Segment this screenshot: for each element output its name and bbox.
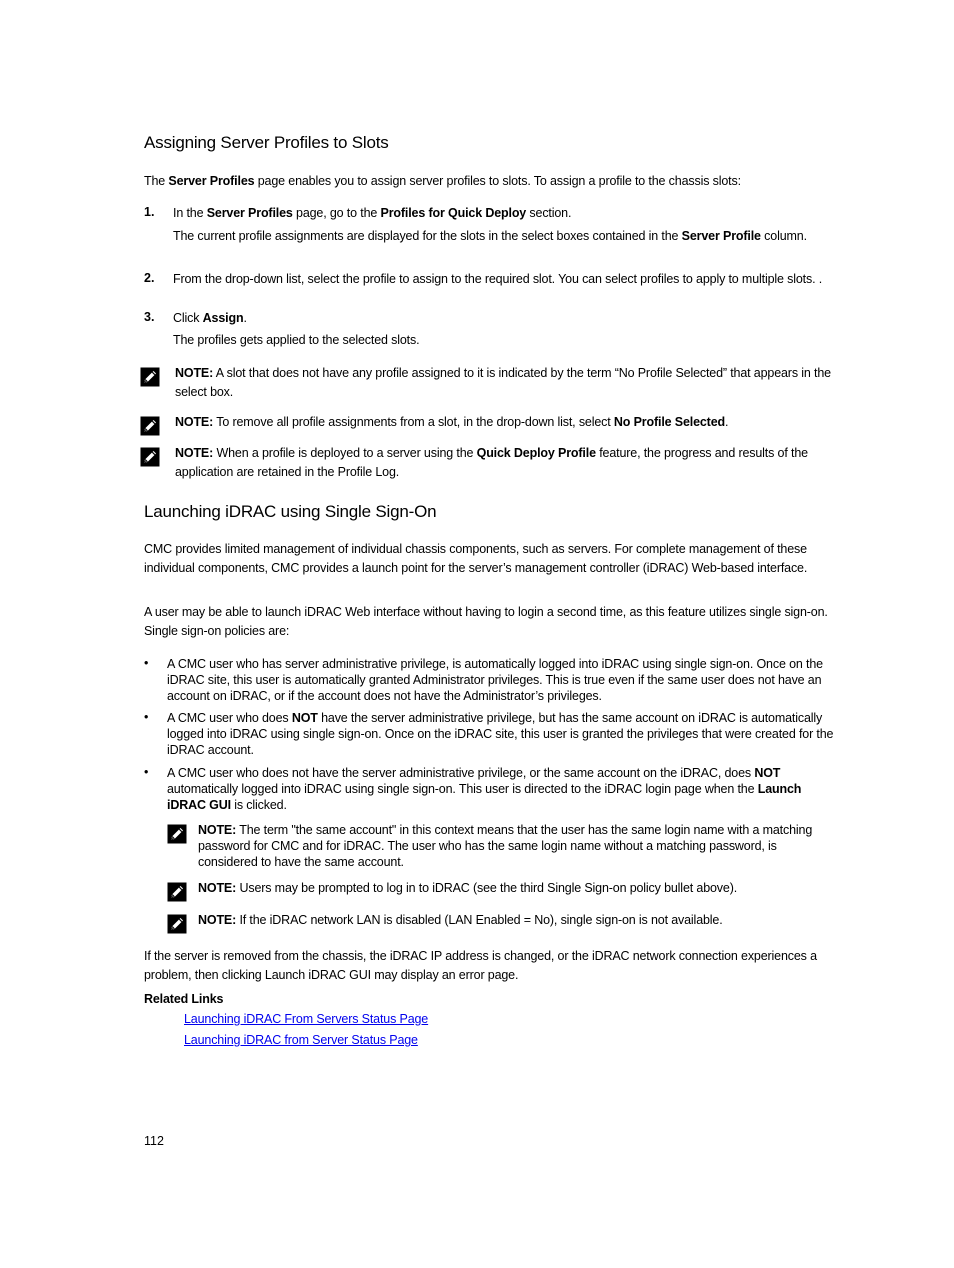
note-remove-assignments: NOTE: To remove all profile assignments from a slot, in the drop-down list, select No Profile Selected. [175,415,729,429]
note-pencil-icon [140,367,160,387]
bullet-marker: • [144,765,149,779]
bullet-policy-1: A CMC user who has server administrative privilege, is automatically logged into iDRAC using single sign-on. Once on the iDRAC site, this user is automatically granted Administrator privileges. This is true even if the same user does not have an account on iDRAC, or if the account does not have the Administrator’s privileges. [167,657,823,703]
step-2-text: From the drop-down list, select the profile to assign to the required slot. You can select profiles to apply to multiple slots. . [173,272,823,286]
bullet-policy-3: A CMC user who does not have the server administrative privilege, or the same account on the iDRAC, does NOT automatically logged into iDRAC using single sign-on. This user is directed to the iDRAC login page when the Launch iDRAC GUI is clicked. [167,766,802,812]
note-pencil-icon [140,416,160,436]
link-server-status-page[interactable]: Launching iDRAC from Server Status Page [184,1033,418,1047]
paragraph-cmc-management: CMC provides limited management of individual chassis components, such as servers. For complete management of these individual components, CMC provides a launch point for the server’s management controller (iDRAC) Web-based interface. [144,542,808,575]
step-3-text: Click Assign. [173,311,247,325]
note-no-profile-selected: NOTE: A slot that does not have any profile assigned to it is indicated by the term “No Profile Selected” that appears in the select box. [175,366,831,399]
intro-paragraph: The Server Profiles page enables you to assign server profiles to slots. To assign a profile to the chassis slots: [144,174,741,188]
note-lan-disabled: NOTE: If the iDRAC network LAN is disabled (LAN Enabled = No), single sign-on is not available. [198,913,723,927]
note-prompted-login: NOTE: Users may be prompted to log in to iDRAC (see the third Single Sign-on policy bullet above). [198,881,738,895]
note-pencil-icon [167,824,187,844]
note-pencil-icon [167,882,187,902]
section-heading-assigning-profiles: Assigning Server Profiles to Slots [144,133,389,152]
related-links-label: Related Links [144,992,224,1006]
step-number: 1. [144,205,155,219]
step-1-detail: The current profile assignments are displayed for the slots in the select boxes contained in the Server Profile column. [173,229,807,243]
paragraph-error-page: If the server is removed from the chassis, the iDRAC IP address is changed, or the iDRAC network connection experiences a problem, then clicking Launch iDRAC GUI may display an error page. [144,949,817,982]
bullet-policy-2: A CMC user who does NOT have the server administrative privilege, but has the same account on iDRAC is automatically logged into iDRAC using single sign-on. Once on the iDRAC site, this user is granted the privileges that were created for the iDRAC account. [167,711,834,757]
section-heading-launching-idrac: Launching iDRAC using Single Sign-On [144,502,437,521]
note-pencil-icon [140,447,160,467]
page-number: 112 [144,1134,164,1148]
link-servers-status-page[interactable]: Launching iDRAC From Servers Status Page [184,1012,429,1026]
step-3-detail: The profiles gets applied to the selected slots. [173,333,420,347]
note-quick-deploy: NOTE: When a profile is deployed to a server using the Quick Deploy Profile feature, the progress and results of the application are retained in the Profile Log. [175,446,808,479]
paragraph-single-sign-on: A user may be able to launch iDRAC Web interface without having to login a second time, as this feature utilizes single sign-on. Single sign-on policies are: [144,605,828,638]
step-number: 3. [144,310,155,324]
bullet-marker: • [144,710,149,724]
step-1-text: In the Server Profiles page, go to the Profiles for Quick Deploy section. [173,206,572,220]
note-pencil-icon [167,914,187,934]
bullet-marker: • [144,656,149,670]
step-number: 2. [144,271,155,285]
note-same-account: NOTE: The term "the same account" in this context means that the user has the same login name with a matching password for CMC and for iDRAC. The user who has the same login name without a matching password, is considered to have the same account. [198,823,813,869]
